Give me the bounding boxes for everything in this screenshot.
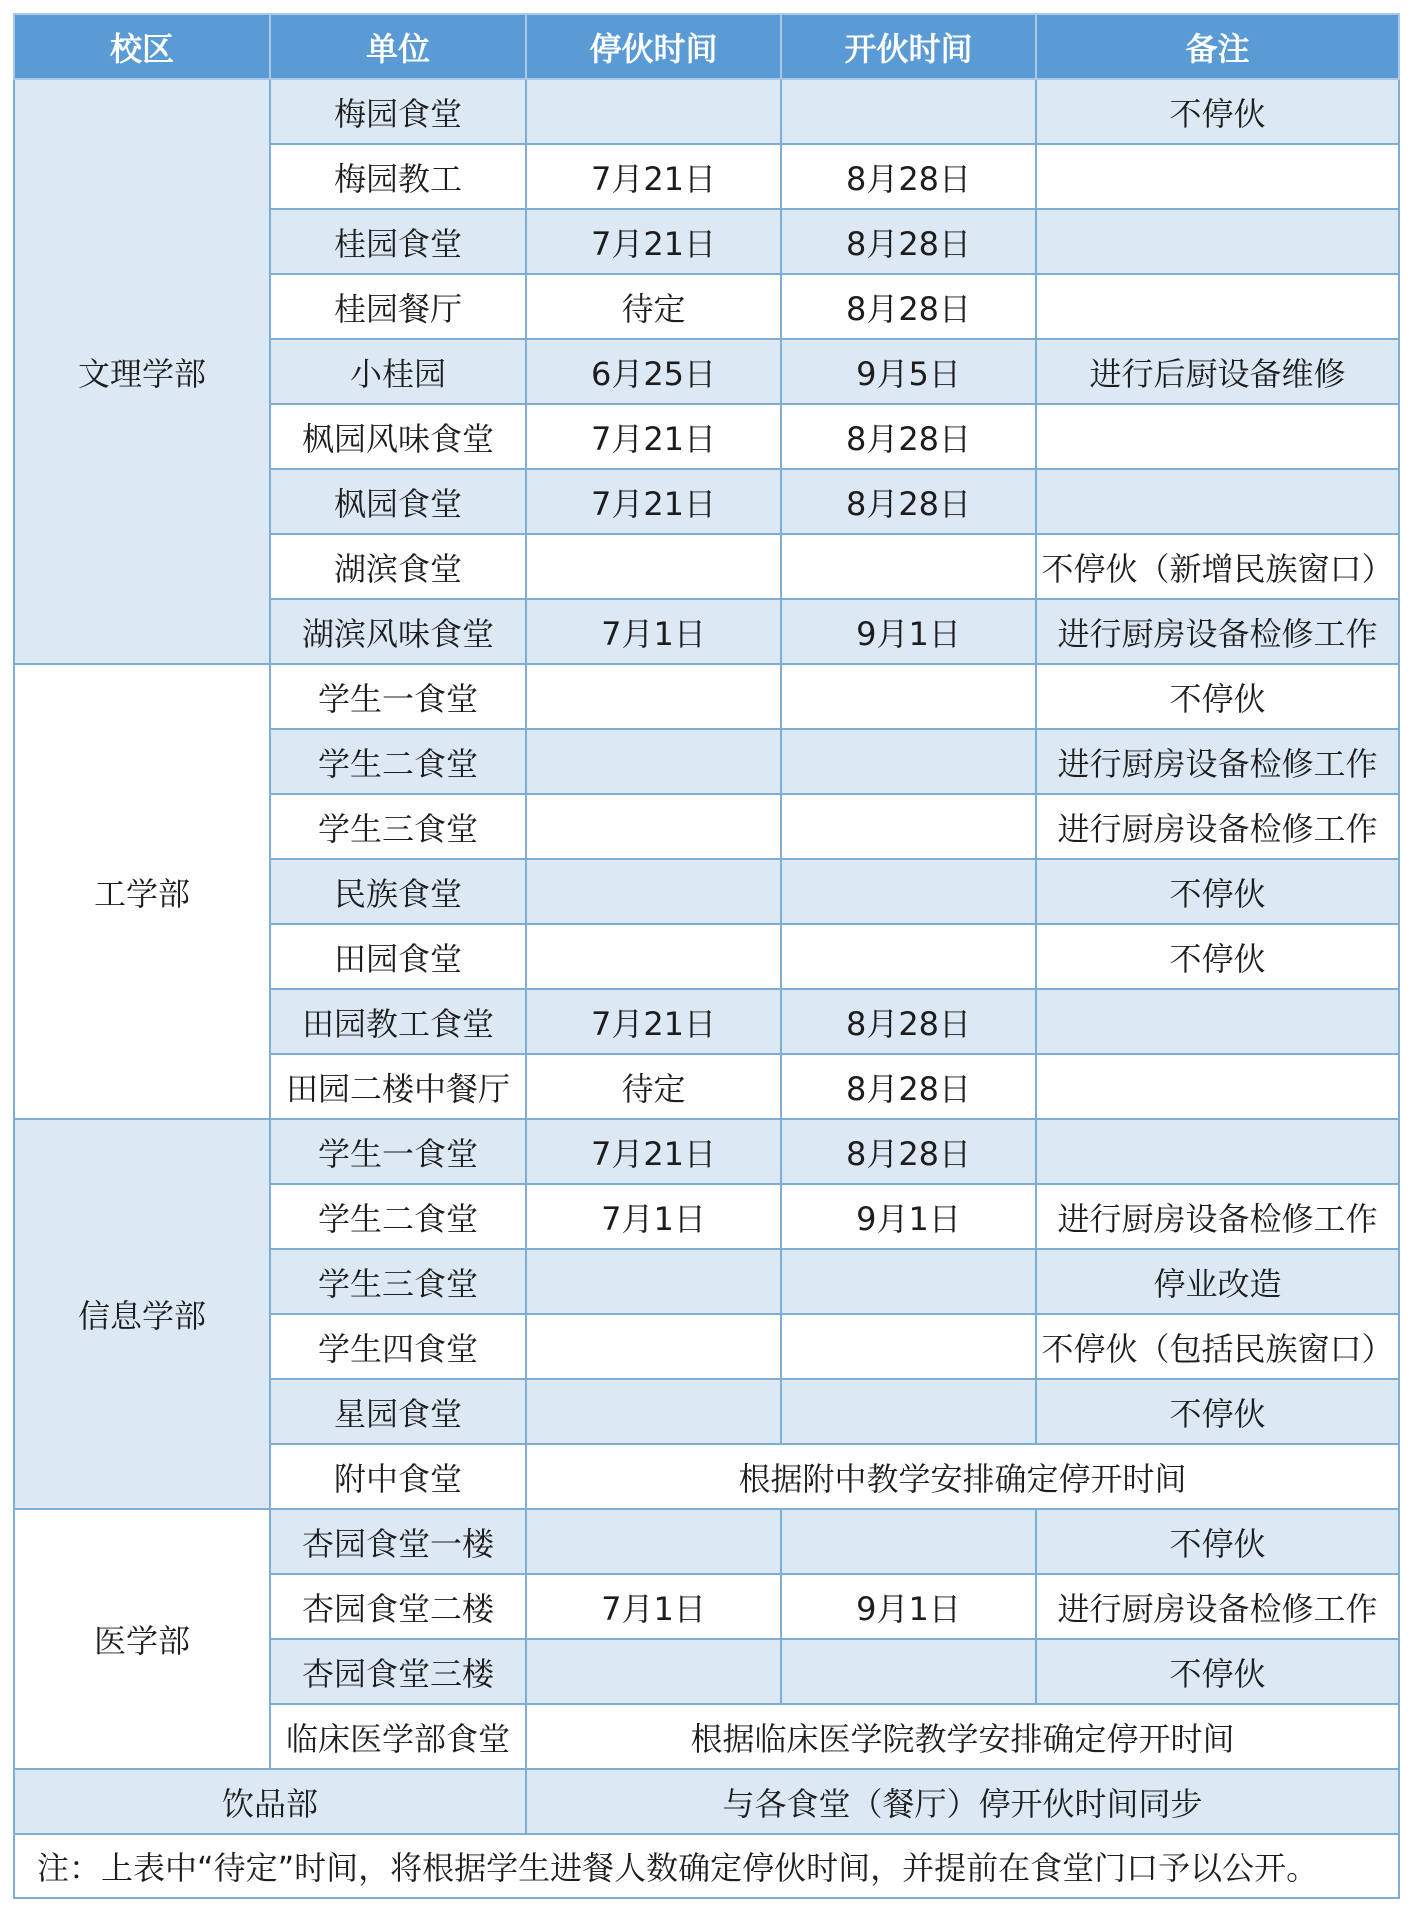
stop-date-cell: 待定	[526, 1054, 781, 1119]
campus-cell: 文理学部	[14, 79, 270, 664]
start-date-cell	[781, 729, 1036, 794]
header-row	[14, 14, 1399, 79]
header-stop-date: 停伙时间	[526, 14, 781, 79]
table-row	[14, 664, 1399, 729]
unit-cell: 星园食堂	[270, 1379, 526, 1444]
table-body	[14, 79, 1399, 1898]
remark-cell: 不停伙	[1036, 1379, 1399, 1444]
start-date-cell: 8月28日	[781, 1054, 1036, 1119]
remark-cell: 进行厨房设备检修工作	[1036, 1184, 1399, 1249]
remark-cell: 不停伙	[1036, 859, 1399, 924]
unit-cell: 桂园食堂	[270, 209, 526, 274]
start-date-cell: 8月28日	[781, 1119, 1036, 1184]
remark-cell	[1036, 1054, 1399, 1119]
remark-cell: 进行后厨设备维修	[1036, 339, 1399, 404]
stop-date-cell	[526, 1639, 781, 1704]
start-date-cell	[781, 1639, 1036, 1704]
header-remark: 备注	[1036, 14, 1399, 79]
unit-cell: 学生一食堂	[270, 1119, 526, 1184]
start-date-cell	[781, 794, 1036, 859]
stop-date-cell: 7月21日	[526, 989, 781, 1054]
stop-date-cell: 7月1日	[526, 1574, 781, 1639]
header-start-date: 开伙时间	[781, 14, 1036, 79]
remark-cell	[1036, 469, 1399, 534]
remark-cell: 进行厨房设备检修工作	[1036, 729, 1399, 794]
remark-cell	[1036, 404, 1399, 469]
table-row	[14, 1509, 1399, 1574]
remark-cell: 进行厨房设备检修工作	[1036, 794, 1399, 859]
remark-cell: 不停伙	[1036, 79, 1399, 144]
stop-date-cell: 7月21日	[526, 144, 781, 209]
remark-cell: 进行厨房设备检修工作	[1036, 1574, 1399, 1639]
unit-cell: 杏园食堂二楼	[270, 1574, 526, 1639]
stop-date-cell	[526, 794, 781, 859]
remark-cell: 不停伙（包括民族窗口）	[1036, 1314, 1399, 1379]
unit-cell: 民族食堂	[270, 859, 526, 924]
unit-cell: 枫园食堂	[270, 469, 526, 534]
unit-cell: 学生三食堂	[270, 794, 526, 859]
start-date-cell: 9月1日	[781, 1574, 1036, 1639]
unit-cell: 田园二楼中餐厅	[270, 1054, 526, 1119]
start-date-cell	[781, 534, 1036, 599]
remark-cell: 停业改造	[1036, 1249, 1399, 1314]
start-date-cell: 9月5日	[781, 339, 1036, 404]
stop-date-cell: 7月1日	[526, 599, 781, 664]
canteen-schedule-table-wrapper	[13, 13, 1398, 1899]
unit-cell: 学生三食堂	[270, 1249, 526, 1314]
start-date-cell: 8月28日	[781, 209, 1036, 274]
unit-cell: 小桂园	[270, 339, 526, 404]
unit-cell: 湖滨风味食堂	[270, 599, 526, 664]
header-unit: 单位	[270, 14, 526, 79]
campus-cell: 信息学部	[14, 1119, 270, 1509]
remark-cell: 不停伙	[1036, 664, 1399, 729]
unit-cell: 湖滨食堂	[270, 534, 526, 599]
start-date-cell: 8月28日	[781, 469, 1036, 534]
table-row	[14, 1119, 1399, 1184]
table-row	[14, 79, 1399, 144]
campus-cell: 医学部	[14, 1509, 270, 1769]
remark-cell	[1036, 989, 1399, 1054]
unit-cell: 田园教工食堂	[270, 989, 526, 1054]
remark-cell	[1036, 144, 1399, 209]
remark-cell	[1036, 274, 1399, 339]
start-date-cell: 9月1日	[781, 1184, 1036, 1249]
note-row	[14, 1834, 1399, 1898]
remark-cell: 不停伙	[1036, 1509, 1399, 1574]
merged-schedule-cell: 根据临床医学院教学安排确定停开时间	[526, 1704, 1399, 1769]
stop-date-cell	[526, 664, 781, 729]
start-date-cell	[781, 1249, 1036, 1314]
start-date-cell: 8月28日	[781, 274, 1036, 339]
start-date-cell: 8月28日	[781, 144, 1036, 209]
campus-cell: 工学部	[14, 664, 270, 1119]
stop-date-cell	[526, 924, 781, 989]
stop-date-cell: 待定	[526, 274, 781, 339]
stop-date-cell: 7月21日	[526, 1119, 781, 1184]
start-date-cell	[781, 1314, 1036, 1379]
stop-date-cell	[526, 1379, 781, 1444]
unit-cell: 梅园教工	[270, 144, 526, 209]
stop-date-cell	[526, 534, 781, 599]
merged-schedule-cell: 根据附中教学安排确定停开时间	[526, 1444, 1399, 1509]
stop-date-cell: 7月1日	[526, 1184, 781, 1249]
remark-cell: 不停伙	[1036, 1639, 1399, 1704]
drinks-row	[14, 1769, 1399, 1834]
unit-cell: 附中食堂	[270, 1444, 526, 1509]
stop-date-cell	[526, 1509, 781, 1574]
stop-date-cell	[526, 1249, 781, 1314]
unit-cell: 学生四食堂	[270, 1314, 526, 1379]
unit-cell: 学生二食堂	[270, 729, 526, 794]
unit-cell: 学生一食堂	[270, 664, 526, 729]
unit-cell: 学生二食堂	[270, 1184, 526, 1249]
start-date-cell	[781, 1509, 1036, 1574]
remark-cell: 进行厨房设备检修工作	[1036, 599, 1399, 664]
start-date-cell: 9月1日	[781, 599, 1036, 664]
stop-date-cell	[526, 79, 781, 144]
start-date-cell: 8月28日	[781, 989, 1036, 1054]
unit-cell: 杏园食堂三楼	[270, 1639, 526, 1704]
unit-cell: 临床医学部食堂	[270, 1704, 526, 1769]
start-date-cell	[781, 859, 1036, 924]
unit-cell: 杏园食堂一楼	[270, 1509, 526, 1574]
drinks-label-cell: 饮品部	[14, 1769, 526, 1834]
start-date-cell	[781, 664, 1036, 729]
start-date-cell	[781, 79, 1036, 144]
stop-date-cell	[526, 859, 781, 924]
drinks-schedule-cell: 与各食堂（餐厅）停开伙时间同步	[526, 1769, 1399, 1834]
start-date-cell: 8月28日	[781, 404, 1036, 469]
remark-cell: 不停伙（新增民族窗口）	[1036, 534, 1399, 599]
stop-date-cell	[526, 729, 781, 794]
remark-cell	[1036, 209, 1399, 274]
header-campus: 校区	[14, 14, 270, 79]
start-date-cell	[781, 1379, 1036, 1444]
start-date-cell	[781, 924, 1036, 989]
stop-date-cell: 7月21日	[526, 404, 781, 469]
stop-date-cell: 7月21日	[526, 209, 781, 274]
unit-cell: 桂园餐厅	[270, 274, 526, 339]
stop-date-cell: 6月25日	[526, 339, 781, 404]
canteen-schedule-table	[13, 13, 1400, 1899]
unit-cell: 田园食堂	[270, 924, 526, 989]
unit-cell: 枫园风味食堂	[270, 404, 526, 469]
unit-cell: 梅园食堂	[270, 79, 526, 144]
stop-date-cell: 7月21日	[526, 469, 781, 534]
remark-cell	[1036, 1119, 1399, 1184]
remark-cell: 不停伙	[1036, 924, 1399, 989]
stop-date-cell	[526, 1314, 781, 1379]
table-footnote: 注：上表中“待定”时间，将根据学生进餐人数确定停伙时间，并提前在食堂门口予以公开。	[14, 1834, 1399, 1898]
